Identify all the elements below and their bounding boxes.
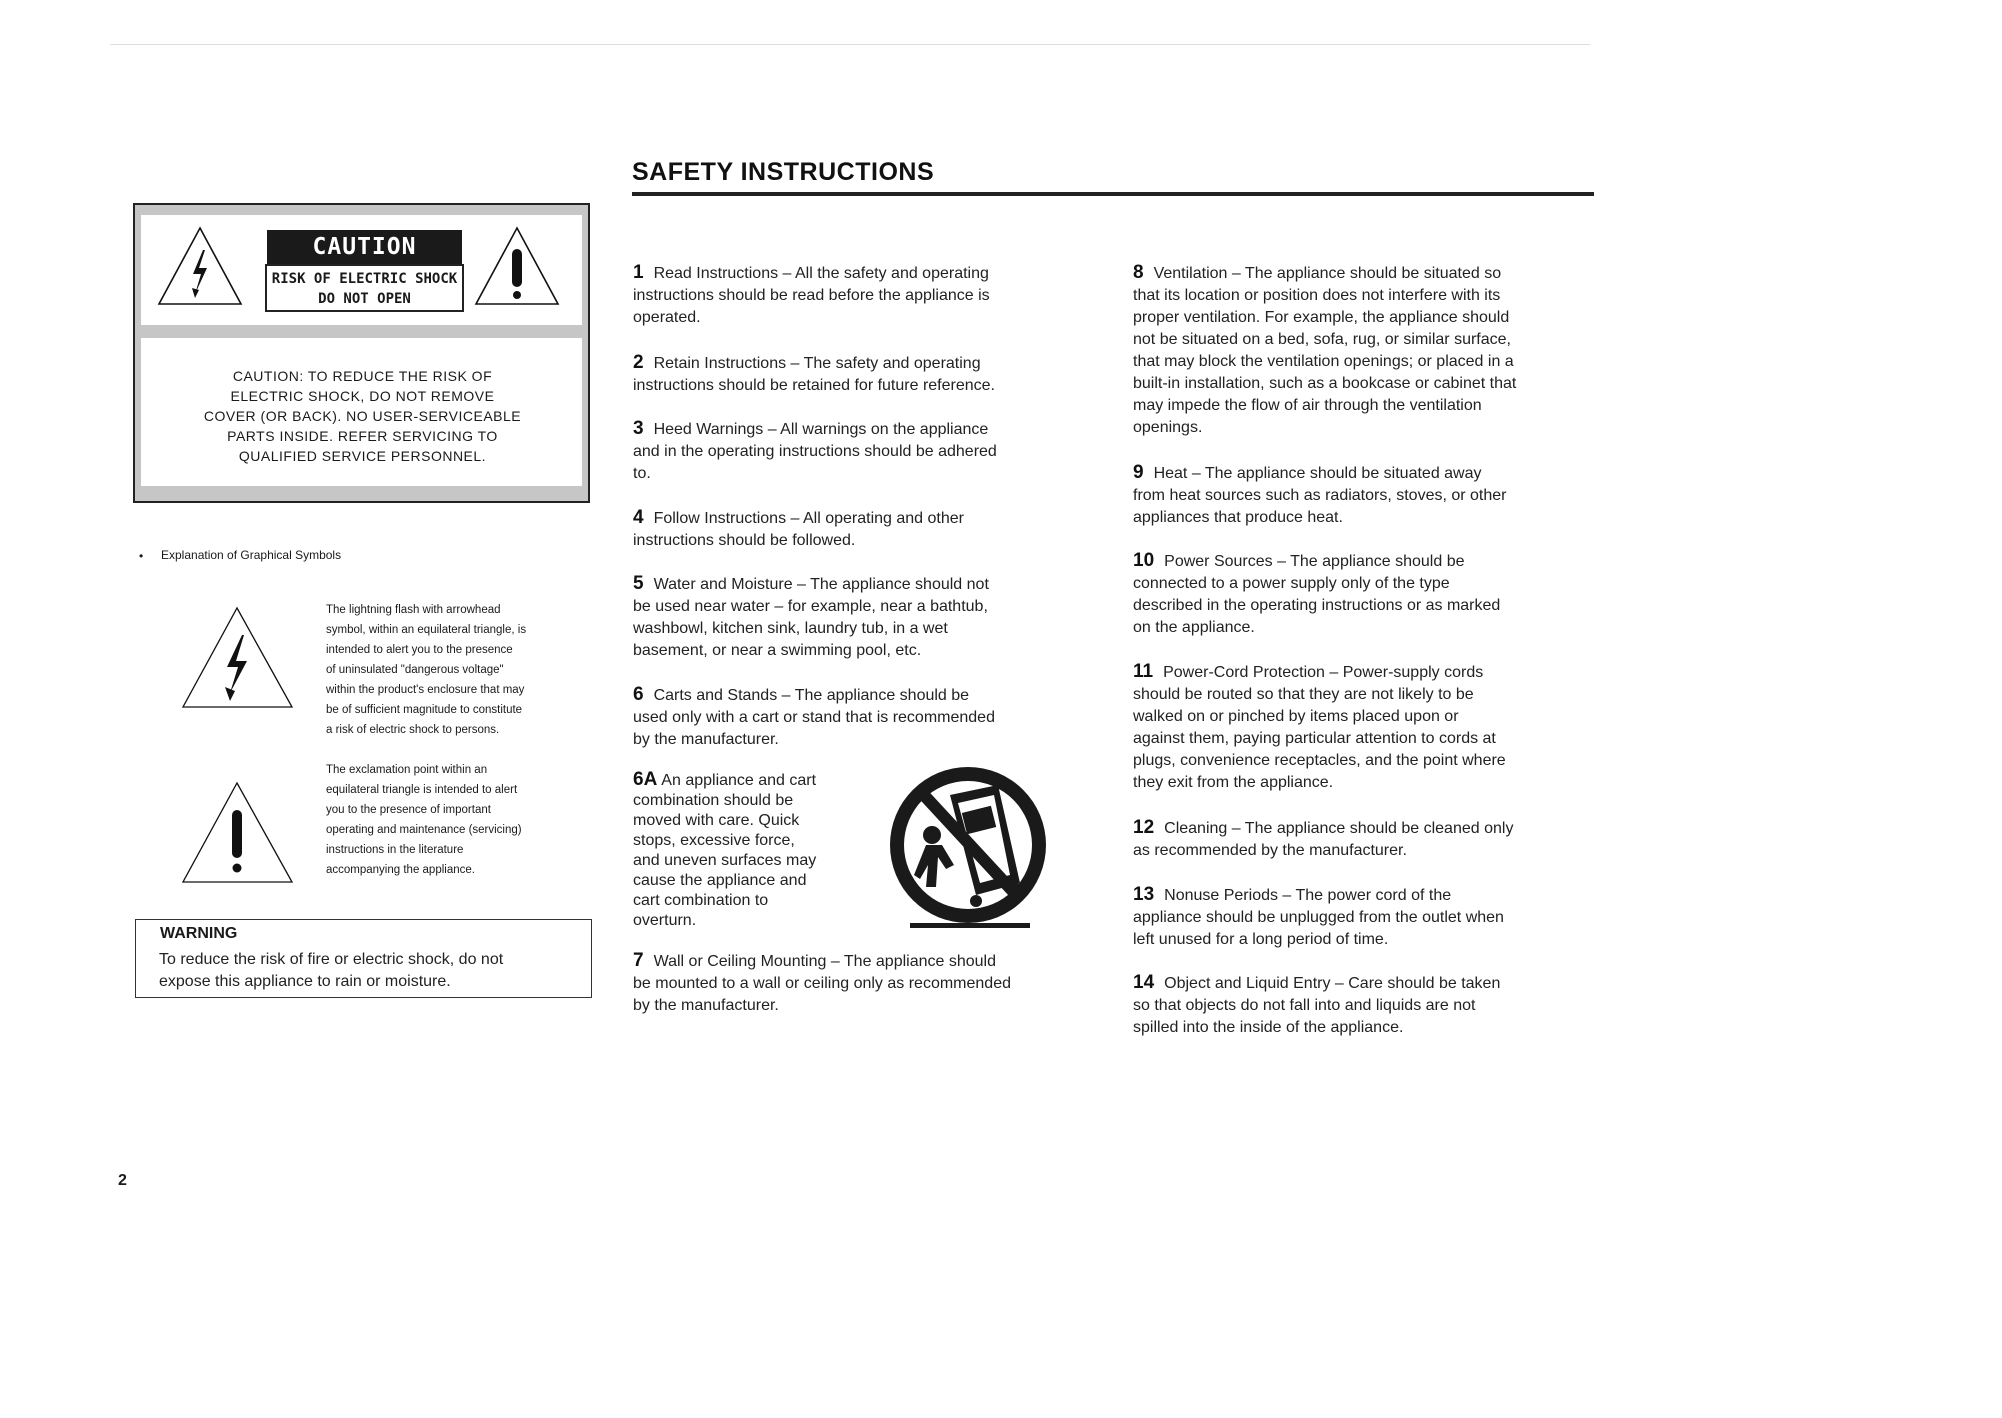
instruction-line: used only with a cart or stand that is recommended bbox=[633, 709, 995, 726]
instruction-line: Object and Liquid Entry – Care should be taken bbox=[1164, 975, 1501, 992]
instruction-line: Heat – The appliance should be situated away bbox=[1153, 465, 1482, 482]
instruction-line: cause the appliance and bbox=[633, 872, 807, 889]
instruction-line: Carts and Stands – The appliance should be bbox=[653, 687, 970, 704]
instruction-line: to. bbox=[633, 465, 651, 482]
instruction-line: should be routed so that they are not likely to be bbox=[1133, 686, 1474, 703]
instruction-4 bbox=[633, 507, 1073, 552]
bullet: • bbox=[139, 549, 144, 563]
instruction-line: that its location or position does not interfere with its bbox=[1133, 287, 1501, 304]
description-line: accompanying the appliance. bbox=[326, 864, 475, 876]
instruction-line: walked on or pinched by items placed upon or bbox=[1133, 708, 1459, 725]
instruction-3 bbox=[633, 418, 1073, 485]
instruction-number: 3 bbox=[633, 418, 644, 439]
instruction-line: openings. bbox=[1133, 419, 1203, 436]
warning-text bbox=[159, 949, 584, 993]
instruction-line: they exit from the appliance. bbox=[1133, 774, 1334, 791]
instruction-line: An appliance and cart bbox=[661, 772, 817, 789]
instruction-line: instructions should be retained for future reference. bbox=[633, 377, 995, 394]
instruction-line: stops, excessive force, bbox=[633, 832, 795, 849]
instruction-number: 1 bbox=[633, 262, 644, 283]
instruction-number: 9 bbox=[1133, 462, 1144, 483]
instruction-line: on the appliance. bbox=[1133, 619, 1255, 636]
instruction-number: 8 bbox=[1133, 262, 1144, 283]
description-line: a risk of electric shock to persons. bbox=[326, 724, 500, 736]
instruction-line: built-in installation, such as a bookcase or cabinet that bbox=[1133, 375, 1517, 392]
instruction-line: Nonuse Periods – The power cord of the bbox=[1164, 887, 1452, 904]
instruction-line: and uneven surfaces may bbox=[633, 852, 817, 869]
description-line: within the product's enclosure that may bbox=[326, 684, 525, 696]
instruction-9 bbox=[1133, 462, 1593, 529]
instruction-number: 14 bbox=[1133, 972, 1155, 993]
instruction-2 bbox=[633, 352, 1073, 397]
instruction-line: operated. bbox=[633, 309, 701, 326]
instruction-line: against them, paying particular attention to cords at bbox=[1133, 730, 1496, 747]
instruction-6a bbox=[633, 770, 873, 931]
caution-text-line: ELECTRIC SHOCK, DO NOT REMOVE bbox=[230, 388, 495, 404]
instruction-number: 13 bbox=[1133, 884, 1155, 905]
exclamation-symbol-description bbox=[326, 760, 588, 880]
instruction-line: left unused for a long period of time. bbox=[1133, 931, 1389, 948]
instruction-number: 4 bbox=[633, 507, 644, 528]
instruction-line: be used near water – for example, near a bathtub, bbox=[633, 598, 988, 615]
caution-text-line: QUALIFIED SERVICE PERSONNEL. bbox=[238, 448, 487, 464]
scan-artifact-line bbox=[110, 44, 1590, 45]
instruction-number: 6A bbox=[633, 769, 658, 790]
instruction-line: washbowl, kitchen sink, laundry tub, in a wet bbox=[633, 620, 948, 637]
instruction-line: by the manufacturer. bbox=[633, 731, 779, 748]
instruction-line: proper ventilation. For example, the appliance should bbox=[1133, 309, 1510, 326]
instruction-line: appliance should be unplugged from the outlet when bbox=[1133, 909, 1504, 926]
page-title: SAFETY INSTRUCTIONS bbox=[632, 158, 935, 186]
instruction-line: not be situated on a bed, sofa, rug, or similar surface, bbox=[1133, 331, 1511, 348]
instruction-number: 7 bbox=[633, 950, 644, 971]
instruction-line: as recommended by the manufacturer. bbox=[1133, 842, 1407, 859]
cart-tipover-icon bbox=[880, 765, 1060, 940]
instruction-8 bbox=[1133, 262, 1593, 439]
instruction-11 bbox=[1133, 661, 1593, 794]
instruction-line: combination should be bbox=[633, 792, 794, 809]
instruction-number: 5 bbox=[633, 573, 644, 594]
instruction-line: Power-Cord Protection – Power-supply cords bbox=[1163, 664, 1484, 681]
instruction-line: plugs, convenience receptacles, and the point where bbox=[1133, 752, 1506, 769]
instruction-line: cart combination to bbox=[633, 892, 769, 909]
instruction-number: 12 bbox=[1133, 817, 1155, 838]
instruction-line: overturn. bbox=[633, 912, 697, 929]
shock-line-1: RISK OF ELECTRIC SHOCK bbox=[271, 271, 458, 287]
warning-line: expose this appliance to rain or moisture. bbox=[159, 973, 451, 990]
exclamation-symbol-icon bbox=[180, 780, 295, 885]
instruction-number: 2 bbox=[633, 352, 644, 373]
instruction-line: be mounted to a wall or ceiling only as recommended bbox=[633, 975, 1011, 992]
instruction-line: from heat sources such as radiators, stoves, or other bbox=[1133, 487, 1507, 504]
instruction-number: 10 bbox=[1133, 550, 1155, 571]
instruction-line: Power Sources – The appliance should be bbox=[1164, 553, 1465, 570]
instruction-line: may impede the flow of air through the ventilation bbox=[1133, 397, 1482, 414]
instruction-line: and in the operating instructions should be adhered bbox=[633, 443, 997, 460]
instruction-7 bbox=[633, 950, 1073, 1017]
description-line: be of sufficient magnitude to constitute bbox=[326, 704, 523, 716]
description-line: symbol, within an equilateral triangle, is bbox=[326, 624, 527, 636]
description-line: The exclamation point within an bbox=[326, 764, 488, 776]
instruction-line: described in the operating instructions or as marked bbox=[1133, 597, 1501, 614]
instruction-5 bbox=[633, 573, 1073, 662]
instruction-line: Water and Moisture – The appliance should not bbox=[653, 576, 989, 593]
instruction-6 bbox=[633, 684, 1073, 751]
lightning-symbol-icon bbox=[180, 605, 295, 710]
caution-label: CAUTION bbox=[267, 230, 462, 264]
description-line: intended to alert you to the presence bbox=[326, 644, 513, 656]
description-line: equilateral triangle is intended to alert bbox=[326, 784, 518, 796]
instruction-line: instructions should be read before the appliance is bbox=[633, 287, 990, 304]
instruction-number: 11 bbox=[1133, 661, 1154, 682]
description-line: instructions in the literature bbox=[326, 844, 464, 856]
instruction-line: moved with care. Quick bbox=[633, 812, 800, 829]
instruction-line: basement, or near a swimming pool, etc. bbox=[633, 642, 922, 659]
symbols-heading: Explanation of Graphical Symbols bbox=[161, 548, 342, 562]
caution-text bbox=[160, 366, 565, 466]
caution-text-line: PARTS INSIDE. REFER SERVICING TO bbox=[227, 428, 498, 444]
instruction-line: spilled into the inside of the appliance. bbox=[1133, 1019, 1404, 1036]
instruction-line: Follow Instructions – All operating and other bbox=[653, 510, 964, 527]
description-line: The lightning flash with arrowhead bbox=[326, 604, 501, 616]
instruction-14 bbox=[1133, 972, 1593, 1039]
title-rule bbox=[632, 192, 1594, 196]
instruction-line: that may block the ventilation openings; or placed in a bbox=[1133, 353, 1514, 370]
instruction-line: Ventilation – The appliance should be situated so bbox=[1153, 265, 1502, 282]
instruction-12 bbox=[1133, 817, 1593, 862]
electric-shock-warning bbox=[265, 264, 464, 312]
instruction-line: Wall or Ceiling Mounting – The appliance should bbox=[653, 953, 996, 970]
lightning-symbol-description bbox=[326, 600, 588, 740]
instruction-1 bbox=[633, 262, 1073, 329]
instruction-line: Heed Warnings – All warnings on the appliance bbox=[653, 421, 989, 438]
instruction-line: instructions should be followed. bbox=[633, 532, 856, 549]
caution-text-line: CAUTION: TO REDUCE THE RISK OF bbox=[232, 368, 493, 384]
instruction-line: connected to a power supply only of the type bbox=[1133, 575, 1450, 592]
instruction-line: appliances that produce heat. bbox=[1133, 509, 1343, 526]
instruction-line: Cleaning – The appliance should be cleaned only bbox=[1164, 820, 1514, 837]
instruction-number: 6 bbox=[633, 684, 644, 705]
instruction-10 bbox=[1133, 550, 1593, 639]
caution-text-line: COVER (OR BACK). NO USER-SERVICEABLE bbox=[203, 408, 522, 424]
exclamation-triangle-icon bbox=[472, 224, 562, 309]
shock-line-2: DO NOT OPEN bbox=[318, 291, 411, 307]
lightning-triangle-icon bbox=[155, 224, 245, 309]
page-number: 2 bbox=[118, 1172, 127, 1189]
warning-title: WARNING bbox=[160, 925, 238, 942]
warning-line: To reduce the risk of fire or electric shock, do not bbox=[159, 951, 504, 968]
description-line: of uninsulated "dangerous voltage" bbox=[326, 664, 504, 676]
instruction-13 bbox=[1133, 884, 1593, 951]
instruction-line: so that objects do not fall into and liquids are not bbox=[1133, 997, 1476, 1014]
instruction-line: by the manufacturer. bbox=[633, 997, 779, 1014]
instruction-line: Retain Instructions – The safety and operating bbox=[653, 355, 981, 372]
description-line: you to the presence of important bbox=[326, 804, 491, 816]
description-line: operating and maintenance (servicing) bbox=[326, 824, 522, 836]
instruction-line: Read Instructions – All the safety and operating bbox=[653, 265, 989, 282]
